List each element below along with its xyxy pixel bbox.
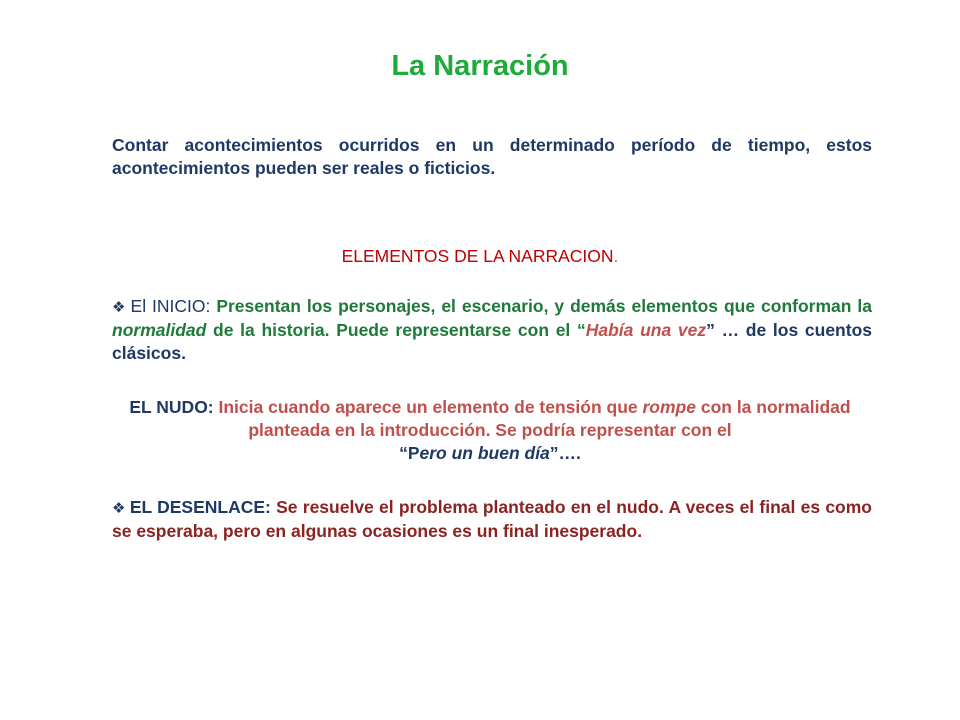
nudo-paragraph	[100, 396, 880, 465]
nudo-text-1: Inicia cuando aparece un elemento de tensión que	[213, 397, 643, 417]
desenlace-label: EL DESENLACE:	[129, 497, 271, 517]
inicio-emphasis-1: normalidad	[112, 320, 207, 340]
desenlace-text: Se resuelve el problema planteado en el nudo. A veces el final es como se esperaba, pero en algunas ocasiones es un final inesperado.	[112, 497, 872, 541]
nudo-text-2: con la normalidad planteada en la introducción. Se podría representar con el	[248, 397, 851, 440]
inicio-text-1: Presentan los personajes, el escenario, y demás elementos que conforman la	[210, 296, 872, 316]
inicio-paragraph	[112, 295, 872, 365]
section-heading-dot: .	[613, 246, 619, 266]
diamond-bullet-icon: ❖	[112, 299, 127, 316]
nudo-emphasis-2: ero un buen día	[419, 443, 550, 463]
inicio-emphasis-2: Había una vez	[585, 320, 707, 340]
section-heading	[0, 246, 960, 267]
nudo-label: EL NUDO:	[129, 397, 214, 417]
nudo-quote-open: “P	[399, 443, 420, 463]
nudo-quote-close: ”….	[549, 443, 581, 463]
inicio-text-3: ” … de los cuentos clásicos.	[112, 320, 872, 363]
desenlace-paragraph	[112, 496, 872, 543]
nudo-emphasis-1: rompe	[642, 397, 696, 417]
inicio-text-2: de la historia. Puede representarse con el “	[206, 320, 586, 340]
slide-title: La Narración	[391, 50, 569, 82]
inicio-label: El INICIO:	[130, 296, 211, 316]
diamond-bullet-icon: ❖	[112, 500, 126, 517]
intro-paragraph: Contar acontecimientos ocurridos en un determinado período de tiempo, estos acontecimientos pueden ser reales o ficticios.	[112, 135, 872, 178]
section-heading-text: ELEMENTOS DE LA NARRACION	[341, 246, 614, 266]
